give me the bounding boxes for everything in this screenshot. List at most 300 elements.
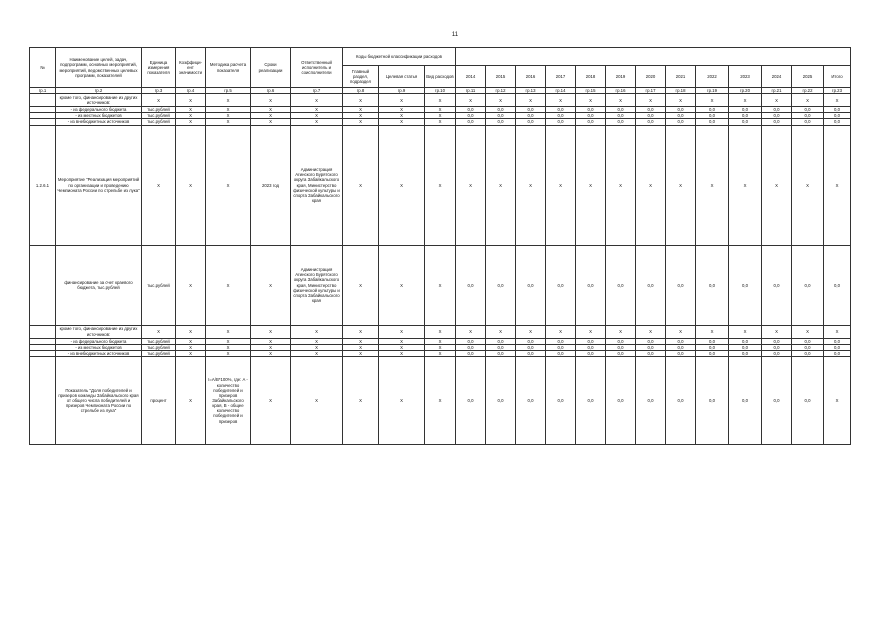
table-cell: Х: [636, 94, 666, 107]
column-number: гр.8: [343, 88, 379, 94]
header-term: Сроки реализации: [251, 48, 291, 88]
table-cell: 0,0: [792, 113, 824, 119]
table-cell: Х: [206, 125, 251, 245]
table-cell: Х: [576, 125, 606, 245]
table-cell: тыс.рублей: [142, 107, 176, 113]
table-cell: Х: [291, 357, 343, 445]
table-cell: Х: [546, 325, 576, 338]
table-cell: 0,0: [576, 113, 606, 119]
table-cell: 0,0: [546, 350, 576, 356]
table-cell: Х: [425, 350, 456, 356]
table-cell: [30, 357, 56, 445]
table-cell: 0,0: [456, 357, 486, 445]
table-cell: 0,0: [516, 107, 546, 113]
table-cell: Х: [486, 125, 516, 245]
table-cell: Х: [176, 325, 206, 338]
table-cell: Х: [251, 338, 291, 344]
table-cell: Х: [666, 94, 696, 107]
table-cell: Х: [824, 325, 851, 338]
table-cell: 0,0: [762, 344, 792, 350]
column-number: гр.22: [792, 88, 824, 94]
table-cell: Х: [343, 94, 379, 107]
table-cell: Х: [206, 325, 251, 338]
table-cell: 0,0: [636, 245, 666, 325]
table-cell: 1.2.6.1: [30, 125, 56, 245]
table-cell: Х: [343, 107, 379, 113]
table-cell: тыс.рублей: [142, 350, 176, 356]
table-cell: I=A/B*100%, где: A - количество победителей и призеров Забайкальского края, B - общее количество победителей и призеров: [206, 357, 251, 445]
table-cell: Х: [206, 350, 251, 356]
table-cell: 0,0: [666, 344, 696, 350]
table-cell: 0,0: [729, 338, 762, 344]
table-cell: Х: [824, 357, 851, 445]
table-cell: Х: [546, 94, 576, 107]
table-cell: 0,0: [666, 357, 696, 445]
table-cell: Х: [176, 245, 206, 325]
table-cell: Х: [291, 325, 343, 338]
table-cell: - из федерального бюджета: [56, 338, 142, 344]
table-cell: Х: [206, 245, 251, 325]
table-cell: 0,0: [486, 344, 516, 350]
table-cell: Х: [291, 119, 343, 125]
table-cell: Х: [142, 325, 176, 338]
table-cell: 0,0: [762, 113, 792, 119]
table-cell: Х: [142, 125, 176, 245]
table-cell: 0,0: [696, 119, 729, 125]
table-cell: - из внебюджетных источников: [56, 350, 142, 356]
header-year: 2018: [576, 66, 606, 88]
table-cell: Х: [251, 245, 291, 325]
table-cell: Показатель "Доля победителей и призеров команды Забайкальского края от общего числа победителей и призеров Чемпионата России по стрельбе из лука": [56, 357, 142, 445]
table-cell: кроме того, финансирование из других источников:: [56, 94, 142, 107]
table-cell: Х: [729, 94, 762, 107]
table-cell: 0,0: [666, 113, 696, 119]
table-cell: 0,0: [729, 107, 762, 113]
table-cell: 0,0: [824, 107, 851, 113]
table-cell: 0,0: [576, 245, 606, 325]
table-cell: 0,0: [606, 245, 636, 325]
table-cell: Х: [343, 325, 379, 338]
table-cell: Х: [251, 113, 291, 119]
table-cell: Х: [251, 350, 291, 356]
table-cell: Х: [606, 325, 636, 338]
table-cell: 0,0: [666, 245, 696, 325]
table-cell: 0,0: [636, 357, 666, 445]
column-number: гр.12: [486, 88, 516, 94]
table-cell: 0,0: [762, 245, 792, 325]
table-cell: Х: [516, 94, 546, 107]
header-year: 2021: [666, 66, 696, 88]
table-cell: Х: [486, 94, 516, 107]
header-num: №: [30, 48, 56, 88]
table-cell: 0,0: [486, 107, 516, 113]
table-row: [30, 357, 851, 445]
column-number: гр.17: [636, 88, 666, 94]
table-cell: Х: [696, 94, 729, 107]
table-cell: 0,0: [576, 107, 606, 113]
table-cell: 0,0: [546, 338, 576, 344]
header-years-blank: [456, 48, 851, 66]
table-row: [30, 94, 851, 107]
column-number: гр.21: [762, 88, 792, 94]
table-cell: 0,0: [729, 350, 762, 356]
table-cell: Х: [176, 338, 206, 344]
table-cell: 0,0: [546, 119, 576, 125]
table-cell: Администрация Агинского Бурятского округа Забайкальского края, Министерство физической культуры и спорта Забайкальского края: [291, 245, 343, 325]
table-cell: 0,0: [824, 113, 851, 119]
header-total: Итого: [824, 66, 851, 88]
table-cell: 0,0: [606, 119, 636, 125]
header-responsible: Ответственный исполнитель и соисполнители: [291, 48, 343, 88]
table-cell: Х: [251, 357, 291, 445]
budget-table: [29, 47, 851, 445]
column-number: гр.2: [56, 88, 142, 94]
table-cell: Х: [291, 94, 343, 107]
table-cell: кроме того, финансирование из других источников:: [56, 325, 142, 338]
table-cell: Х: [379, 357, 425, 445]
table-cell: 0,0: [792, 107, 824, 113]
table-cell: Х: [456, 94, 486, 107]
table-cell: Х: [425, 94, 456, 107]
table-cell: 0,0: [762, 338, 792, 344]
table-cell: 0,0: [456, 107, 486, 113]
table-cell: Х: [343, 119, 379, 125]
table-cell: Х: [291, 344, 343, 350]
table-cell: Х: [762, 125, 792, 245]
table-cell: 0,0: [666, 107, 696, 113]
table-cell: [30, 94, 56, 107]
header-year: 2022: [696, 66, 729, 88]
column-number: гр.15: [576, 88, 606, 94]
table-cell: 0,0: [696, 357, 729, 445]
table-cell: Х: [729, 125, 762, 245]
table-cell: Х: [576, 325, 606, 338]
table-cell: Х: [379, 338, 425, 344]
table-cell: Х: [379, 113, 425, 119]
table-cell: 0,0: [729, 344, 762, 350]
table-cell: тыс.рублей: [142, 344, 176, 350]
table-cell: Х: [425, 125, 456, 245]
table-cell: Х: [666, 125, 696, 245]
table-cell: 0,0: [606, 350, 636, 356]
table-cell: Х: [379, 245, 425, 325]
table-cell: Х: [516, 125, 546, 245]
table-cell: финансирование за счет краевого бюджета, тыс.рублей: [56, 245, 142, 325]
table-cell: 0,0: [606, 107, 636, 113]
table-cell: 0,0: [696, 344, 729, 350]
table-cell: Х: [291, 350, 343, 356]
column-number: гр.5: [206, 88, 251, 94]
table-cell: Х: [251, 94, 291, 107]
table-cell: 0,0: [762, 119, 792, 125]
table-cell: 0,0: [576, 350, 606, 356]
column-number: гр.4: [176, 88, 206, 94]
table-cell: 0,0: [486, 113, 516, 119]
table-cell: Х: [696, 125, 729, 245]
table-cell: Х: [792, 325, 824, 338]
table-cell: Х: [576, 94, 606, 107]
table-cell: Х: [251, 119, 291, 125]
header-name: Наименование целей, задач, подпрограмм, основных мероприятий, мероприятий, ведомственных целевых программ, показателей: [56, 48, 142, 88]
table-cell: Х: [792, 94, 824, 107]
column-number: гр.16: [606, 88, 636, 94]
table-cell: 0,0: [486, 119, 516, 125]
header-year: 2024: [762, 66, 792, 88]
table-cell: 0,0: [456, 245, 486, 325]
table-cell: тыс.рублей: [142, 245, 176, 325]
column-number: гр.18: [666, 88, 696, 94]
table-cell: Х: [343, 245, 379, 325]
table-cell: 0,0: [606, 113, 636, 119]
table-cell: Х: [762, 94, 792, 107]
table-cell: 0,0: [666, 350, 696, 356]
table-cell: Х: [251, 325, 291, 338]
table-cell: Х: [142, 94, 176, 107]
table-cell: 0,0: [576, 119, 606, 125]
table-cell: 0,0: [636, 350, 666, 356]
table-cell: 0,0: [516, 119, 546, 125]
table-cell: Х: [606, 125, 636, 245]
table-cell: 0,0: [792, 344, 824, 350]
column-number: гр.23: [824, 88, 851, 94]
table-cell: 0,0: [792, 350, 824, 356]
table-cell: Х: [456, 125, 486, 245]
table-cell: Х: [343, 338, 379, 344]
table-cell: 0,0: [824, 119, 851, 125]
table-cell: 0,0: [666, 119, 696, 125]
table-cell: 0,0: [456, 350, 486, 356]
table-cell: - из местных бюджетов: [56, 344, 142, 350]
table-cell: 0,0: [792, 119, 824, 125]
column-number: гр.20: [729, 88, 762, 94]
header-budget-codes: Коды бюджетной классификации расходов: [343, 48, 456, 66]
table-cell: Х: [425, 325, 456, 338]
table-cell: Х: [379, 325, 425, 338]
table-cell: Х: [762, 325, 792, 338]
table-cell: 0,0: [516, 338, 546, 344]
table-cell: - из федерального бюджета: [56, 107, 142, 113]
table-cell: 0,0: [792, 357, 824, 445]
header-year: 2023: [729, 66, 762, 88]
table-cell: 0,0: [824, 344, 851, 350]
table-cell: Х: [206, 119, 251, 125]
table-cell: 0,0: [636, 338, 666, 344]
table-cell: Х: [343, 350, 379, 356]
header-code-section: Главный раздел, подраздел: [343, 66, 379, 88]
table-cell: 0,0: [824, 338, 851, 344]
column-number: гр.6: [251, 88, 291, 94]
table-cell: Х: [206, 107, 251, 113]
table-cell: Х: [636, 125, 666, 245]
table-cell: 0,0: [516, 357, 546, 445]
table-body: [30, 94, 851, 445]
table-row: [30, 325, 851, 338]
column-number: гр.13: [516, 88, 546, 94]
table-cell: 0,0: [456, 338, 486, 344]
header-year: 2020: [636, 66, 666, 88]
table-cell: Х: [425, 107, 456, 113]
table-cell: Х: [291, 113, 343, 119]
column-number: гр.19: [696, 88, 729, 94]
table-cell: 0,0: [636, 107, 666, 113]
table-cell: 0,0: [576, 338, 606, 344]
table-cell: Х: [792, 125, 824, 245]
table-cell: 0,0: [516, 245, 546, 325]
table-cell: Х: [176, 344, 206, 350]
table-cell: Х: [425, 245, 456, 325]
table-cell: Х: [824, 125, 851, 245]
header-year: 2014: [456, 66, 486, 88]
table-cell: 0,0: [546, 344, 576, 350]
table-cell: 0,0: [576, 344, 606, 350]
table-cell: Х: [425, 119, 456, 125]
table-cell: Х: [546, 125, 576, 245]
table-cell: Х: [206, 344, 251, 350]
table-cell: 0,0: [456, 119, 486, 125]
table-cell: Х: [516, 325, 546, 338]
table-cell: Х: [176, 119, 206, 125]
header-code-article: Целевая статья: [379, 66, 425, 88]
table-cell: 0,0: [636, 119, 666, 125]
header-unit: Единица измерения показателя: [142, 48, 176, 88]
header-code-type: Вид расходов: [425, 66, 456, 88]
table-cell: 0,0: [546, 245, 576, 325]
table-cell: 0,0: [546, 113, 576, 119]
table-cell: 0,0: [516, 350, 546, 356]
table-cell: 0,0: [546, 357, 576, 445]
table-cell: Х: [824, 94, 851, 107]
table-cell: Х: [379, 125, 425, 245]
table-cell: Х: [379, 350, 425, 356]
page-number: 11: [451, 32, 459, 38]
header-coef: Коэффици-ент значимости: [176, 48, 206, 88]
table-cell: Х: [291, 338, 343, 344]
table-cell: Х: [176, 107, 206, 113]
table-cell: Х: [343, 357, 379, 445]
table-cell: 0,0: [606, 338, 636, 344]
table-cell: 0,0: [762, 350, 792, 356]
table-cell: 0,0: [576, 357, 606, 445]
table-cell: - из внебюджетных источников: [56, 119, 142, 125]
table-cell: Х: [379, 94, 425, 107]
table-cell: Х: [343, 125, 379, 245]
table-cell: 0,0: [696, 338, 729, 344]
column-number: гр.9: [379, 88, 425, 94]
column-number: гр.1: [30, 88, 56, 94]
column-number: гр.7: [291, 88, 343, 94]
table-cell: [30, 325, 56, 338]
table-cell: тыс.рублей: [142, 119, 176, 125]
table-cell: 0,0: [729, 245, 762, 325]
table-cell: Х: [206, 113, 251, 119]
table-cell: 0,0: [666, 338, 696, 344]
header-year: 2017: [546, 66, 576, 88]
table-cell: Х: [251, 107, 291, 113]
table-cell: 0,0: [516, 344, 546, 350]
table-cell: 0,0: [486, 338, 516, 344]
table-cell: 0,0: [696, 245, 729, 325]
table-cell: Х: [666, 325, 696, 338]
table-cell: Х: [425, 344, 456, 350]
table-cell: 0,0: [792, 245, 824, 325]
column-number: гр.3: [142, 88, 176, 94]
table-cell: 0,0: [762, 107, 792, 113]
table-row: [30, 125, 851, 245]
table-cell: Х: [425, 338, 456, 344]
table-cell: 0,0: [729, 119, 762, 125]
table-cell: Х: [425, 357, 456, 445]
header-method: Методика расчета показателя: [206, 48, 251, 88]
table-cell: 0,0: [486, 357, 516, 445]
table-cell: 0,0: [729, 357, 762, 445]
table-cell: Х: [456, 325, 486, 338]
table-cell: тыс.рублей: [142, 338, 176, 344]
table-cell: 0,0: [546, 107, 576, 113]
table-cell: 0,0: [696, 113, 729, 119]
table-cell: Х: [176, 350, 206, 356]
table-cell: 0,0: [696, 350, 729, 356]
table-cell: Х: [636, 325, 666, 338]
table-cell: Х: [176, 125, 206, 245]
table-cell: процент: [142, 357, 176, 445]
table-cell: 0,0: [729, 113, 762, 119]
table-cell: Х: [176, 113, 206, 119]
table-cell: Администрация Агинского Бурятского округа Забайкальского края, Министерство физической культуры и спорта Забайкальского края: [291, 125, 343, 245]
table-cell: 0,0: [636, 113, 666, 119]
column-number: гр.10: [425, 88, 456, 94]
table-cell: Мероприятие "Реализация мероприятий по организации и проведению Чемпионата России по стрельбе из лука": [56, 125, 142, 245]
table-cell: Х: [486, 325, 516, 338]
table-cell: Х: [606, 94, 636, 107]
table-cell: тыс.рублей: [142, 113, 176, 119]
table-cell: 0,0: [516, 113, 546, 119]
table-cell: Х: [379, 344, 425, 350]
table-cell: Х: [291, 107, 343, 113]
table-cell: 2023 год: [251, 125, 291, 245]
table-cell: - из местных бюджетов: [56, 113, 142, 119]
table-cell: 0,0: [456, 113, 486, 119]
table-cell: Х: [251, 344, 291, 350]
column-number: гр.14: [546, 88, 576, 94]
table-cell: Х: [729, 325, 762, 338]
table-cell: 0,0: [486, 350, 516, 356]
table-cell: 0,0: [486, 245, 516, 325]
table-cell: Х: [343, 344, 379, 350]
table-cell: Х: [379, 107, 425, 113]
column-number: гр.11: [456, 88, 486, 94]
table-cell: Х: [379, 119, 425, 125]
header-year: 2016: [516, 66, 546, 88]
table-cell: [30, 245, 56, 325]
table-cell: 0,0: [824, 350, 851, 356]
table-cell: 0,0: [606, 344, 636, 350]
table-cell: Х: [176, 357, 206, 445]
table-cell: Х: [176, 94, 206, 107]
table-row: [30, 245, 851, 325]
header-year: 2025: [792, 66, 824, 88]
table-cell: Х: [696, 325, 729, 338]
table-cell: 0,0: [762, 357, 792, 445]
table-cell: 0,0: [824, 245, 851, 325]
table-cell: 0,0: [636, 344, 666, 350]
table-cell: Х: [425, 113, 456, 119]
table-cell: 0,0: [606, 357, 636, 445]
table-cell: 0,0: [696, 107, 729, 113]
table-cell: Х: [206, 94, 251, 107]
header-year: 2015: [486, 66, 516, 88]
table-cell: 0,0: [792, 338, 824, 344]
table-cell: Х: [206, 338, 251, 344]
